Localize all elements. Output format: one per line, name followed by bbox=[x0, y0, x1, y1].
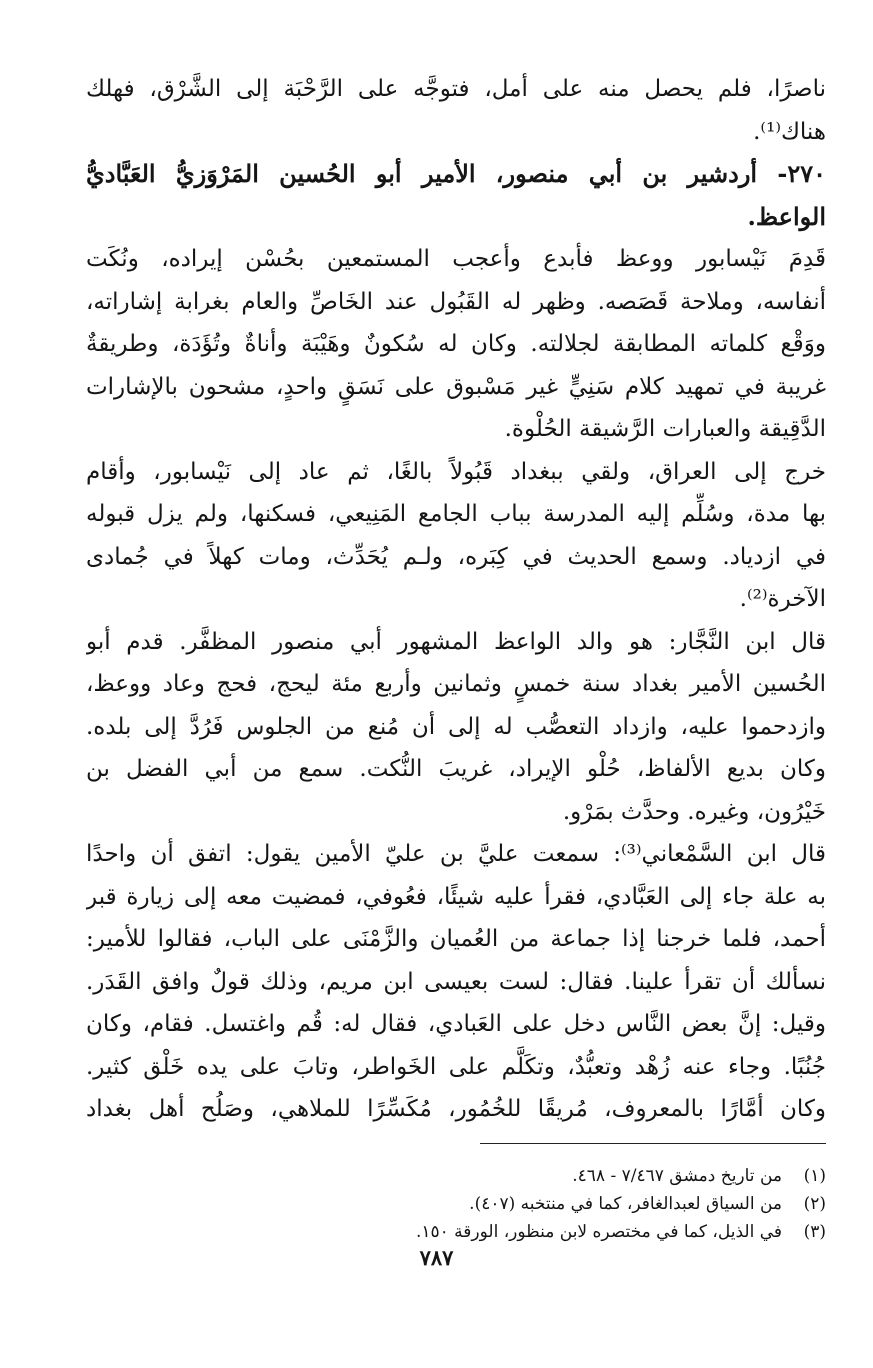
footnote-item bbox=[86, 1162, 826, 1190]
ibn-samani-paragraph bbox=[86, 833, 826, 1131]
footnote-divider bbox=[480, 1143, 826, 1144]
text-line: أحمد، فلما خرجنا إذا جماعة من العُميان والزَّمْنَى على الباب، فقالوا للأمير: bbox=[86, 926, 826, 952]
text-line: وكان أمَّارًا بالمعروف، مُريقًا للخُمُور، مُكَسِّرًا للملاهي، وصَلُح أهل بغداد bbox=[86, 1096, 826, 1122]
heading-line: ٢٧٠- أردشير بن أبي منصور، الأمير أبو الحُسين المَرْوَزيُّ العَبَّاديُّ bbox=[86, 159, 826, 188]
text-line: وازدحموا عليه، وازداد التعصُّب له إلى أن مُنع من الجلوس فَرُدَّ إلى بلده. bbox=[86, 713, 826, 740]
text-line: وقيل: إنَّ بعض النَّاس دخل على العَبادي، فقال له: قُم واغتسل. فقام، وكان bbox=[86, 1011, 826, 1037]
text-line: في ازدياد. وسمع الحديث في كِبَره، ولـم يُحَدِّث، ومات كهلاً في جُمادى bbox=[86, 543, 826, 570]
footnote-text: في الذيل، كما في مختصره لابن منظور، الورقة ١٥٠. bbox=[415, 1222, 782, 1242]
travel-paragraph bbox=[86, 451, 826, 621]
footnote-text: من السياق لعبدالغافر، كما في منتخبه (٤٠٧). bbox=[469, 1194, 782, 1214]
text-line: خَيْرُون، وغيره. وحدَّث بمَرْو. bbox=[562, 798, 826, 825]
entry-heading bbox=[86, 153, 826, 238]
footnote-item bbox=[86, 1190, 826, 1218]
text-line: وكان بديع الألفاظ، حُلْو الإيراد، غريبَ النُّكت. سمع من أبي الفضل بن bbox=[86, 756, 826, 782]
footnote-marker: (٢) bbox=[803, 1194, 826, 1214]
text-line: هناك⁽¹⁾. bbox=[753, 118, 826, 145]
text-line: قَدِمَ نَيْسابور ووعظ فأبدع وأعجب المستمعين بحُسْن إيراده، ونُكَت bbox=[86, 246, 826, 272]
footnote-item bbox=[86, 1218, 826, 1246]
footnote-marker: (١) bbox=[803, 1166, 826, 1186]
text-line: ناصرًا، فلم يحصل منه على أمل، فتوجَّه على الرَّحْبَة إلى الشَّرْق، فهلك bbox=[86, 76, 826, 102]
footnotes bbox=[86, 1162, 826, 1246]
text-line: أنفاسه، وملاحة قَصَصه. وظهر له القَبُول عند الخَاصِّ والعام بغرابة إشاراته، bbox=[86, 288, 826, 315]
page-number: ٧٨٧ bbox=[419, 1245, 454, 1270]
ibn-najjar-paragraph bbox=[86, 621, 826, 834]
text-line: جُنُبًا. وجاء عنه زُهْد وتعبُّدٌ، وتكَلَّم على الخَواطر، وتابَ على يده خَلْق كثير. bbox=[86, 1053, 826, 1080]
continuation-paragraph bbox=[86, 68, 826, 153]
text-line: خرج إلى العراق، ولقي ببغداد قَبُولاً بالغًا، ثم عاد إلى نَيْسابور، وأقام bbox=[86, 458, 826, 485]
text-line: قال ابن السَّمْعاني⁽³⁾: سمعت عليَّ بن عليّ الأمين يقول: اتفق أن واحدًا bbox=[86, 841, 826, 867]
text-line: نسألك أن تقرأ علينا. فقال: لست بعيسى ابن مريم، وذلك قولٌ وافق القَدَر. bbox=[86, 968, 826, 995]
heading-line: الواعظ. bbox=[747, 201, 826, 231]
footnote-marker: (٣) bbox=[803, 1222, 826, 1242]
text-line: قال ابن النَّجَّار: هو والد الواعظ المشهور أبي منصور المظفَّر. قدم أبو bbox=[86, 628, 826, 655]
text-line: الحُسين الأمير بغداد سنة خمسٍ وثمانين وأربع مئة ليحج، فحج وعاد ووعظ، bbox=[86, 671, 826, 697]
text-line: به علة جاء إلى العَبَّادي، فقرأ عليه شيئًا، فعُوفي، فمضيت معه إلى زيارة قبر bbox=[86, 883, 826, 910]
footnote-text: من تاريخ دمشق ٧/٤٦٧ - ٤٦٨. bbox=[572, 1166, 782, 1186]
book-page bbox=[86, 68, 826, 1131]
text-line: بها مدة، وسُلِّم إليه المدرسة بباب الجامع المَنِيعي، فسكنها، ولم يزل قبوله bbox=[86, 501, 826, 527]
text-line: غريبة في تمهيد كلام سَنِيٍّ غير مَسْبوق على نَسَقٍ واحدٍ، مشحون بالإشارات bbox=[86, 373, 826, 400]
text-line: الآخرة⁽²⁾. bbox=[739, 586, 826, 612]
text-line: الدَّقِيقة والعبارات الرَّشيقة الحُلْوة. bbox=[504, 416, 826, 442]
biography-paragraph bbox=[86, 238, 826, 451]
text-line: ووَقْع كلماته المطابقة لجلالته. وكان له سُكونٌ وهَيْبَة وأناةٌ وتُؤَدَة، وطريقةٌ bbox=[86, 331, 826, 357]
